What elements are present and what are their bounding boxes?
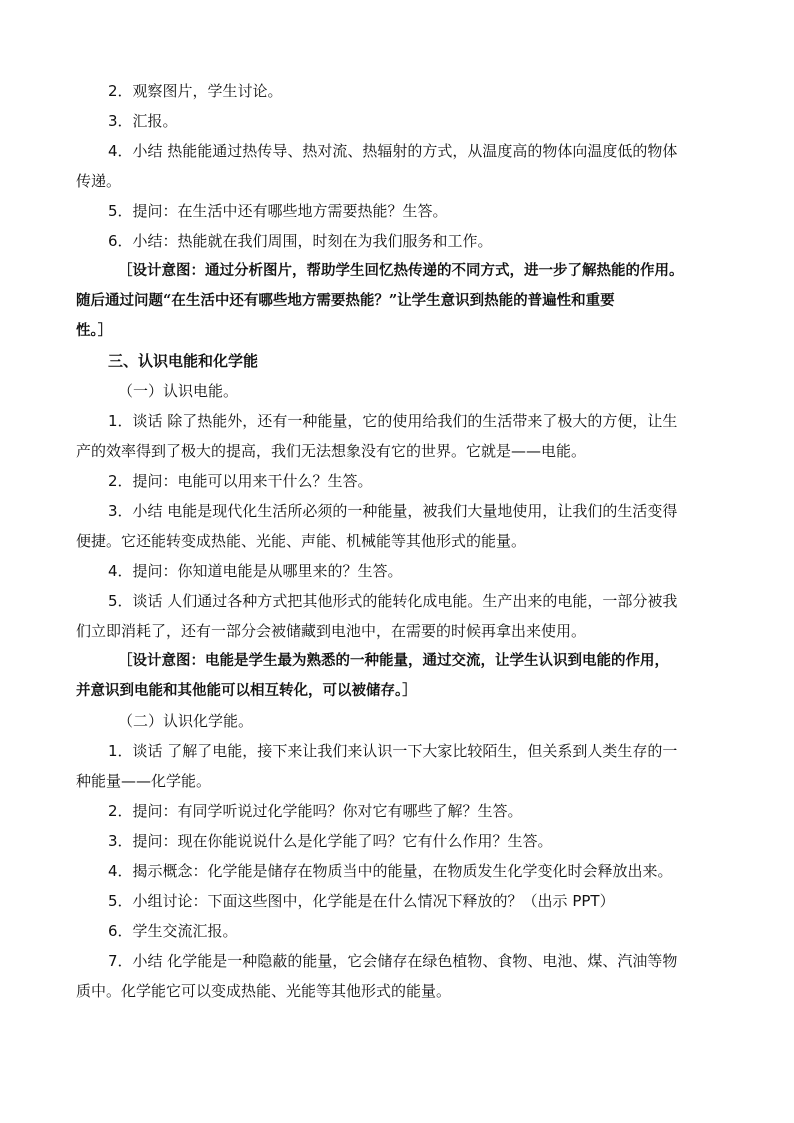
text-line: 3．小结 电能是现代化生活所必须的一种能量，被我们大量地使用，让我们的生活变得 bbox=[108, 502, 678, 520]
text-line: ［设计意图：电能是学生最为熟悉的一种能量，通过交流，让学生认识到电能的作用， bbox=[118, 652, 669, 669]
paragraph bbox=[76, 736, 720, 796]
paragraph bbox=[76, 586, 720, 646]
paragraph bbox=[76, 946, 720, 1006]
text-line: 2．提问：有同学听说过化学能吗？你对它有哪些了解？生答。 bbox=[108, 802, 523, 820]
text-line: 2．提问：电能可以用来干什么？生答。 bbox=[108, 472, 373, 490]
design-intent-note bbox=[76, 256, 720, 346]
text-line: 5．提问：在生活中还有哪些地方需要热能？生答。 bbox=[108, 202, 448, 220]
text-line: 6．小结：热能就在我们周围，时刻在为我们服务和工作。 bbox=[108, 232, 493, 250]
paragraph bbox=[76, 406, 720, 466]
text-line: 随后通过问题“在生活中还有哪些地方需要热能？”让学生意识到热能的普遍性和重要 bbox=[76, 292, 615, 309]
text-line: 质中。化学能它可以变成热能、光能等其他形式的能量。 bbox=[76, 982, 452, 1000]
text-line: 2．观察图片，学生讨论。 bbox=[108, 82, 283, 100]
text-line: 4．揭示概念：化学能是储存在物质当中的能量，在物质发生化学变化时会释放出来。 bbox=[108, 862, 673, 880]
text-line: 1．谈话 了解了电能，接下来让我们来认识一下大家比较陌生，但关系到人类生存的一 bbox=[108, 742, 678, 760]
text-line: 4．小结 热能能通过热传导、热对流、热辐射的方式，从温度高的物体向温度低的物体 bbox=[108, 142, 678, 160]
text-line: 便捷。它还能转变成热能、光能、声能、机械能等其他形式的能量。 bbox=[76, 532, 527, 550]
text-line: 4．提问：你知道电能是从哪里来的？生答。 bbox=[108, 562, 403, 580]
text-line: 6．学生交流汇报。 bbox=[108, 922, 238, 940]
design-intent-note bbox=[76, 646, 720, 706]
section-heading: 三、认识电能和化学能 bbox=[108, 352, 259, 370]
paragraph bbox=[76, 496, 720, 556]
text-line: 们立即消耗了，还有一部分会被储藏到电池中，在需要的时候再拿出来使用。 bbox=[76, 622, 587, 640]
text-line: 1．谈话 除了热能外，还有一种能量，它的使用给我们的生活带来了极大的方便，让生 bbox=[108, 412, 678, 430]
text-line: 7．小结 化学能是一种隐蔽的能量，它会储存在绿色植物、食物、电池、煤、汽油等物 bbox=[108, 952, 678, 970]
text-line: 3．汇报。 bbox=[108, 112, 178, 130]
text-line: 3．提问：现在你能说说什么是化学能了吗？它有什么作用？生答。 bbox=[108, 832, 553, 850]
text-line: 并意识到电能和其他能可以相互转化，可以被储存。］ bbox=[76, 682, 417, 699]
subsection-heading: （二）认识化学能。 bbox=[118, 712, 254, 730]
text-line: 性。］ bbox=[76, 322, 113, 339]
text-line: 种能量——化学能。 bbox=[76, 772, 212, 790]
text-line: 5．谈话 人们通过各种方式把其他形式的能转化成电能。生产出来的电能，一部分被我 bbox=[108, 592, 678, 610]
text-line: ［设计意图：通过分析图片，帮助学生回忆热传递的不同方式，进一步了解热能的作用。 bbox=[118, 262, 684, 279]
text-line: 5．小组讨论：下面这些图中，化学能是在什么情况下释放的？（出示 PPT） bbox=[108, 892, 615, 910]
text-line: 传递。 bbox=[76, 172, 122, 190]
document-page bbox=[76, 76, 720, 1006]
subsection-heading: （一）认识电能。 bbox=[118, 382, 239, 400]
paragraph bbox=[76, 136, 720, 196]
text-line: 产的效率得到了极大的提高，我们无法想象没有它的世界。它就是——电能。 bbox=[76, 442, 587, 460]
